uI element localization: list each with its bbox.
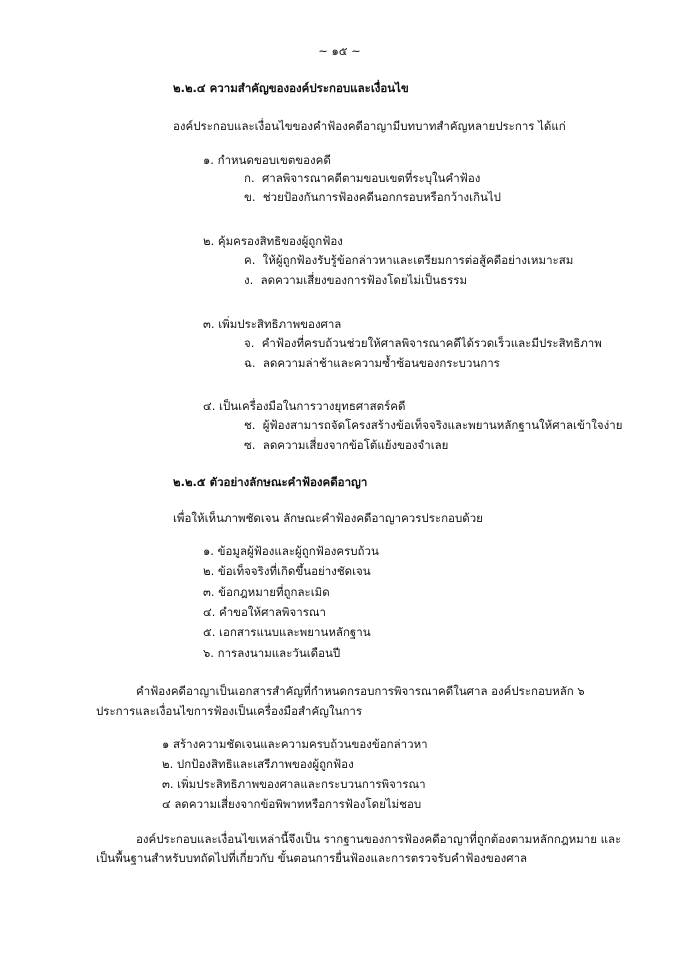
list-item: ๔. คำขอให้ศาลพิจารณา (203, 605, 327, 619)
sub-item-text: ลดความเสี่ยงของการฟ้องโดยไม่เป็นธรรม (260, 273, 468, 287)
sub-item-letter: ก. (244, 171, 255, 185)
page-number: ~ ๑๕ ~ (318, 44, 361, 58)
item-title: เพิ่มประสิทธิภาพของศาล (218, 317, 342, 331)
section-intro-2-2-4: องค์ประกอบและเงื่อนไขของคำฟ้องคดีอาญามีบทบาทสำคัญหลายประการ ได้แก่ (173, 119, 566, 133)
sub-item-cho-chan (244, 335, 602, 351)
section-heading-2-2-4: ๒.๒.๔ ความสำคัญขององค์ประกอบและเงื่อนไข (173, 81, 409, 95)
sub-item-ko (244, 170, 480, 186)
item-title: เป็นเครื่องมือในการวางยุทธศาสตร์คดี (219, 399, 406, 413)
sub-item-text: ลดความเสี่ยงจากข้อโต้แย้งของจำเลย (262, 438, 449, 452)
sub-item-letter: ซ. (244, 438, 256, 452)
sub-item-kho-khwai (244, 252, 573, 268)
list-item: ๓. ข้อกฎหมายที่ถูกละเมิด (203, 585, 330, 599)
sub-item-so-so (244, 437, 448, 453)
sub-item-text: ศาลพิจารณาคดีตามขอบเขตที่ระบุในคำฟ้อง (261, 171, 481, 185)
item-number: ๓. (203, 317, 215, 331)
sub-item-letter: จ. (244, 336, 255, 350)
sub-item-kho (244, 189, 501, 205)
sub-item-text: ให้ผู้ถูกฟ้องรับรู้ข้อกล่าวหาและเตรียมการต่อสู้คดีอย่างเหมาะสม (262, 253, 574, 267)
section-heading-2-2-5: ๒.๒.๕ ตัวอย่างลักษณะคำฟ้องคดีอาญา (173, 475, 368, 489)
sub-item-letter: ช. (244, 418, 256, 432)
list-item: ๕. เอกสารแนบและพยานหลักฐาน (203, 625, 371, 639)
section-intro-2-2-5: เพื่อให้เห็นภาพชัดเจน ลักษณะคำฟ้องคดีอาญาควรประกอบด้วย (173, 511, 483, 525)
list-item: ๒. ข้อเท็จจริงที่เกิดขึ้นอย่างชัดเจน (203, 564, 371, 578)
item-title: คุ้มครองสิทธิของผู้ถูกฟ้อง (217, 234, 343, 248)
sub-item-text: ลดความล่าช้าและความซ้ำซ้อนของกระบวนการ (262, 356, 500, 370)
sub-item-letter: ง. (244, 273, 254, 287)
sub-item-letter: ค. (244, 253, 256, 267)
item-1-title (203, 152, 331, 168)
sub-item-text: คำฟ้องที่ครบถ้วนช่วยให้ศาลพิจารณาคดีได้รวดเร็วและมีประสิทธิภาพ (261, 336, 602, 350)
sub-item-cho-ching (244, 355, 500, 371)
paragraph-line: องค์ประกอบและเงื่อนไขเหล่านี้จึงเป็น รากฐานของการฟ้องคดีอาญาที่ถูกต้องตามหลักกฎหมาย และ (136, 832, 622, 846)
sub-item-letter: ฉ. (244, 356, 256, 370)
item-number: ๒. (203, 234, 215, 248)
purpose-item: ๑ สร้างความชัดเจนและความครบถ้วนของข้อกล่าวหา (162, 737, 428, 751)
list-item: ๖. การลงนามและวันเดือนปี (203, 646, 341, 660)
purpose-item: ๔ ลดความเสี่ยงจากข้อพิพาทหรือการฟ้องโดยไม่ชอบ (162, 797, 422, 811)
list-item: ๑. ข้อมูลผู้ฟ้องและผู้ถูกฟ้องครบถ้วน (203, 544, 379, 558)
item-4-title (203, 398, 405, 414)
purpose-item: ๓. เพิ่มประสิทธิภาพของศาลและกระบวนการพิจารณา (162, 777, 426, 791)
paragraph-line: เป็นพื้นฐานสำหรับบทถัดไปที่เกี่ยวกับ ขั้นตอนการยื่นฟ้องและการตรวจรับคำฟ้องของศาล (96, 851, 528, 865)
item-title: กำหนดขอบเขตของคดี (217, 153, 331, 167)
paragraph-line: คำฟ้องคดีอาญาเป็นเอกสารสำคัญที่กำหนดกรอบการพิจารณาคดีในศาล องค์ประกอบหลัก ๖ (136, 684, 585, 698)
sub-item-ngo (244, 272, 467, 288)
sub-item-text: ผู้ฟ้องสามารถจัดโครงสร้างข้อเท็จจริงและพยานหลักฐานให้ศาลเข้าใจง่าย (262, 418, 623, 432)
sub-item-cho-chang (244, 417, 622, 433)
paragraph-line: ประการและเงื่อนไขการฟ้องเป็นเครื่องมือสำคัญในการ (96, 704, 363, 718)
sub-item-text: ช่วยป้องกันการฟ้องคดีนอกกรอบหรือกว้างเกินไป (262, 190, 501, 204)
item-number: ๑. (203, 153, 214, 167)
purpose-item: ๒. ปกป้องสิทธิและเสรีภาพของผู้ถูกฟ้อง (162, 757, 354, 771)
sub-item-letter: ข. (244, 190, 256, 204)
item-number: ๔. (203, 399, 216, 413)
item-2-title (203, 233, 343, 249)
item-3-title (203, 316, 341, 332)
